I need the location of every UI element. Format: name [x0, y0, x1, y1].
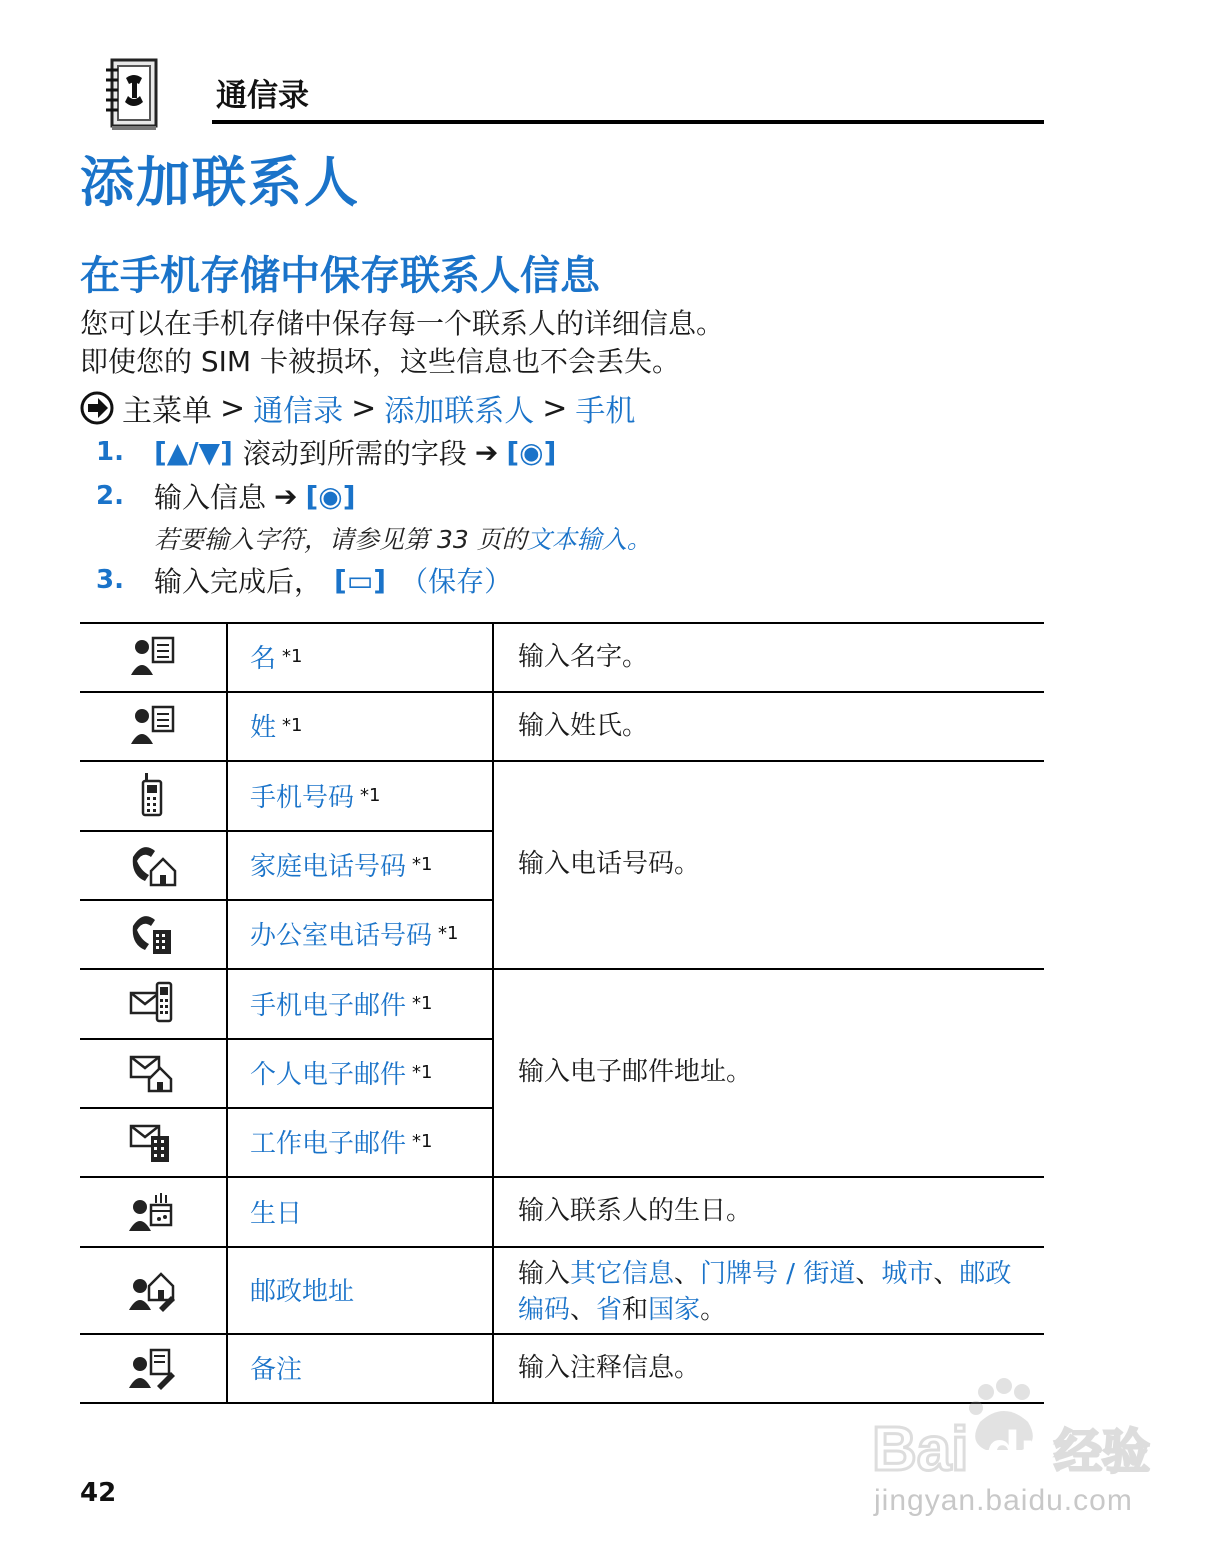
field-mobile-number: 手机号码 *1 [250, 782, 381, 813]
desc-postal-address: 输入其它信息、门牌号 / 街道、城市、邮政编码、省和国家。 [518, 1259, 1012, 1325]
step-text: 滚动到所需的字段 [242, 437, 467, 470]
field-first-name: 名 *1 [250, 644, 303, 674]
birthday-icon [80, 1176, 226, 1246]
left-softkey-icon: [▭] [334, 563, 387, 597]
field-last-name: 姓 *1 [250, 713, 303, 743]
desc-email: 输入电子邮件地址。 [518, 1057, 753, 1087]
home-email-icon [80, 1038, 226, 1107]
addr-country: 国家 [648, 1295, 701, 1325]
arrow-right-icon: ➔ [474, 435, 499, 469]
addr-postcode: 邮政编码 [518, 1259, 1012, 1325]
intro-line-2: 即使您的 SIM 卡被损坏，这些信息也不会丢失。 [80, 345, 680, 378]
office-phone-icon [80, 899, 226, 968]
desc-note: 输入注释信息。 [518, 1352, 701, 1383]
menu-path-item-add-contact[interactable]: 添加联系人 [384, 394, 535, 429]
step-number: 3. [96, 565, 124, 595]
field-work-email: 工作电子邮件 *1 [250, 1129, 433, 1159]
addr-street: 门牌号 / 街道 [700, 1259, 856, 1289]
arrow-right-icon: ➔ [274, 479, 298, 513]
step-text: 输入信息 [154, 481, 267, 514]
step-number: 1. [96, 437, 124, 467]
svg-text:经验: 经验 [1054, 1424, 1151, 1480]
field-personal-email: 个人电子邮件 *1 [250, 1060, 433, 1090]
mobile-phone-icon [80, 760, 226, 830]
center-key-icon: [◉] [305, 479, 356, 513]
step-number: 2. [96, 481, 124, 511]
note-text: 若要输入字符，请参见第 33 页的 [154, 525, 527, 554]
svg-text:Bai: Bai [872, 1415, 969, 1484]
menu-path-root: 主菜单 [122, 394, 212, 429]
intro-line-1: 您可以在手机存储中保存每一个联系人的详细信息。 [80, 307, 725, 340]
phonebook-chapter-icon [104, 56, 162, 132]
save-label: （保存） [400, 565, 513, 598]
step-text: 输入完成后， [154, 565, 323, 598]
svg-text:du: du [986, 1419, 1055, 1482]
header-divider [212, 120, 1044, 124]
menu-path-item-phone[interactable]: 手机 [575, 394, 636, 429]
chapter-title: 通信录 [216, 78, 309, 114]
contact-card-icon [80, 622, 226, 691]
text-input-link[interactable]: 文本输入。 [526, 525, 652, 554]
arrow-right-circle-icon [80, 391, 114, 425]
menu-path-separator: > [351, 390, 377, 426]
menu-path-item-phonebook[interactable]: 通信录 [253, 394, 344, 429]
desc-first-name: 输入名字。 [518, 641, 649, 672]
work-email-icon [80, 1107, 226, 1176]
step-3 [96, 560, 512, 600]
mobile-email-icon [80, 968, 226, 1038]
menu-path-separator: > [220, 390, 246, 426]
page-title: 添加联系人 [80, 151, 360, 214]
note-icon [80, 1333, 226, 1402]
home-phone-icon [80, 830, 226, 899]
field-postal-address: 邮政地址 [250, 1277, 355, 1307]
field-birthday: 生日 [250, 1198, 303, 1229]
step-2 [96, 476, 356, 516]
desc-last-name: 输入姓氏。 [518, 710, 649, 741]
field-office-number: 办公室电话号码 *1 [250, 921, 459, 951]
addr-city: 城市 [881, 1259, 934, 1289]
step-1 [96, 432, 556, 472]
watermark-url: jingyan.baidu.com [874, 1484, 1133, 1517]
addr-other-info: 其它信息 [570, 1259, 675, 1289]
desc-phone-number: 输入电话号码。 [518, 849, 701, 879]
page-number: 42 [80, 1478, 117, 1508]
baidu-jingyan-watermark-logo [868, 1378, 1158, 1488]
menu-path [80, 386, 635, 430]
field-note: 备注 [250, 1355, 303, 1385]
postal-address-icon [80, 1246, 226, 1333]
contact-card-icon [80, 691, 226, 760]
addr-province: 省 [596, 1295, 623, 1325]
section-heading: 在手机存储中保存联系人信息 [80, 253, 600, 299]
menu-path-separator: > [542, 390, 568, 426]
desc-birthday: 输入联系人的生日。 [518, 1196, 753, 1226]
field-mobile-email: 手机电子邮件 *1 [250, 990, 433, 1021]
up-down-key-icon: [▲/▼] [154, 435, 233, 469]
step-2-note [154, 520, 652, 556]
center-key-icon: [◉] [506, 435, 557, 469]
field-home-number: 家庭电话号码 *1 [250, 852, 433, 882]
